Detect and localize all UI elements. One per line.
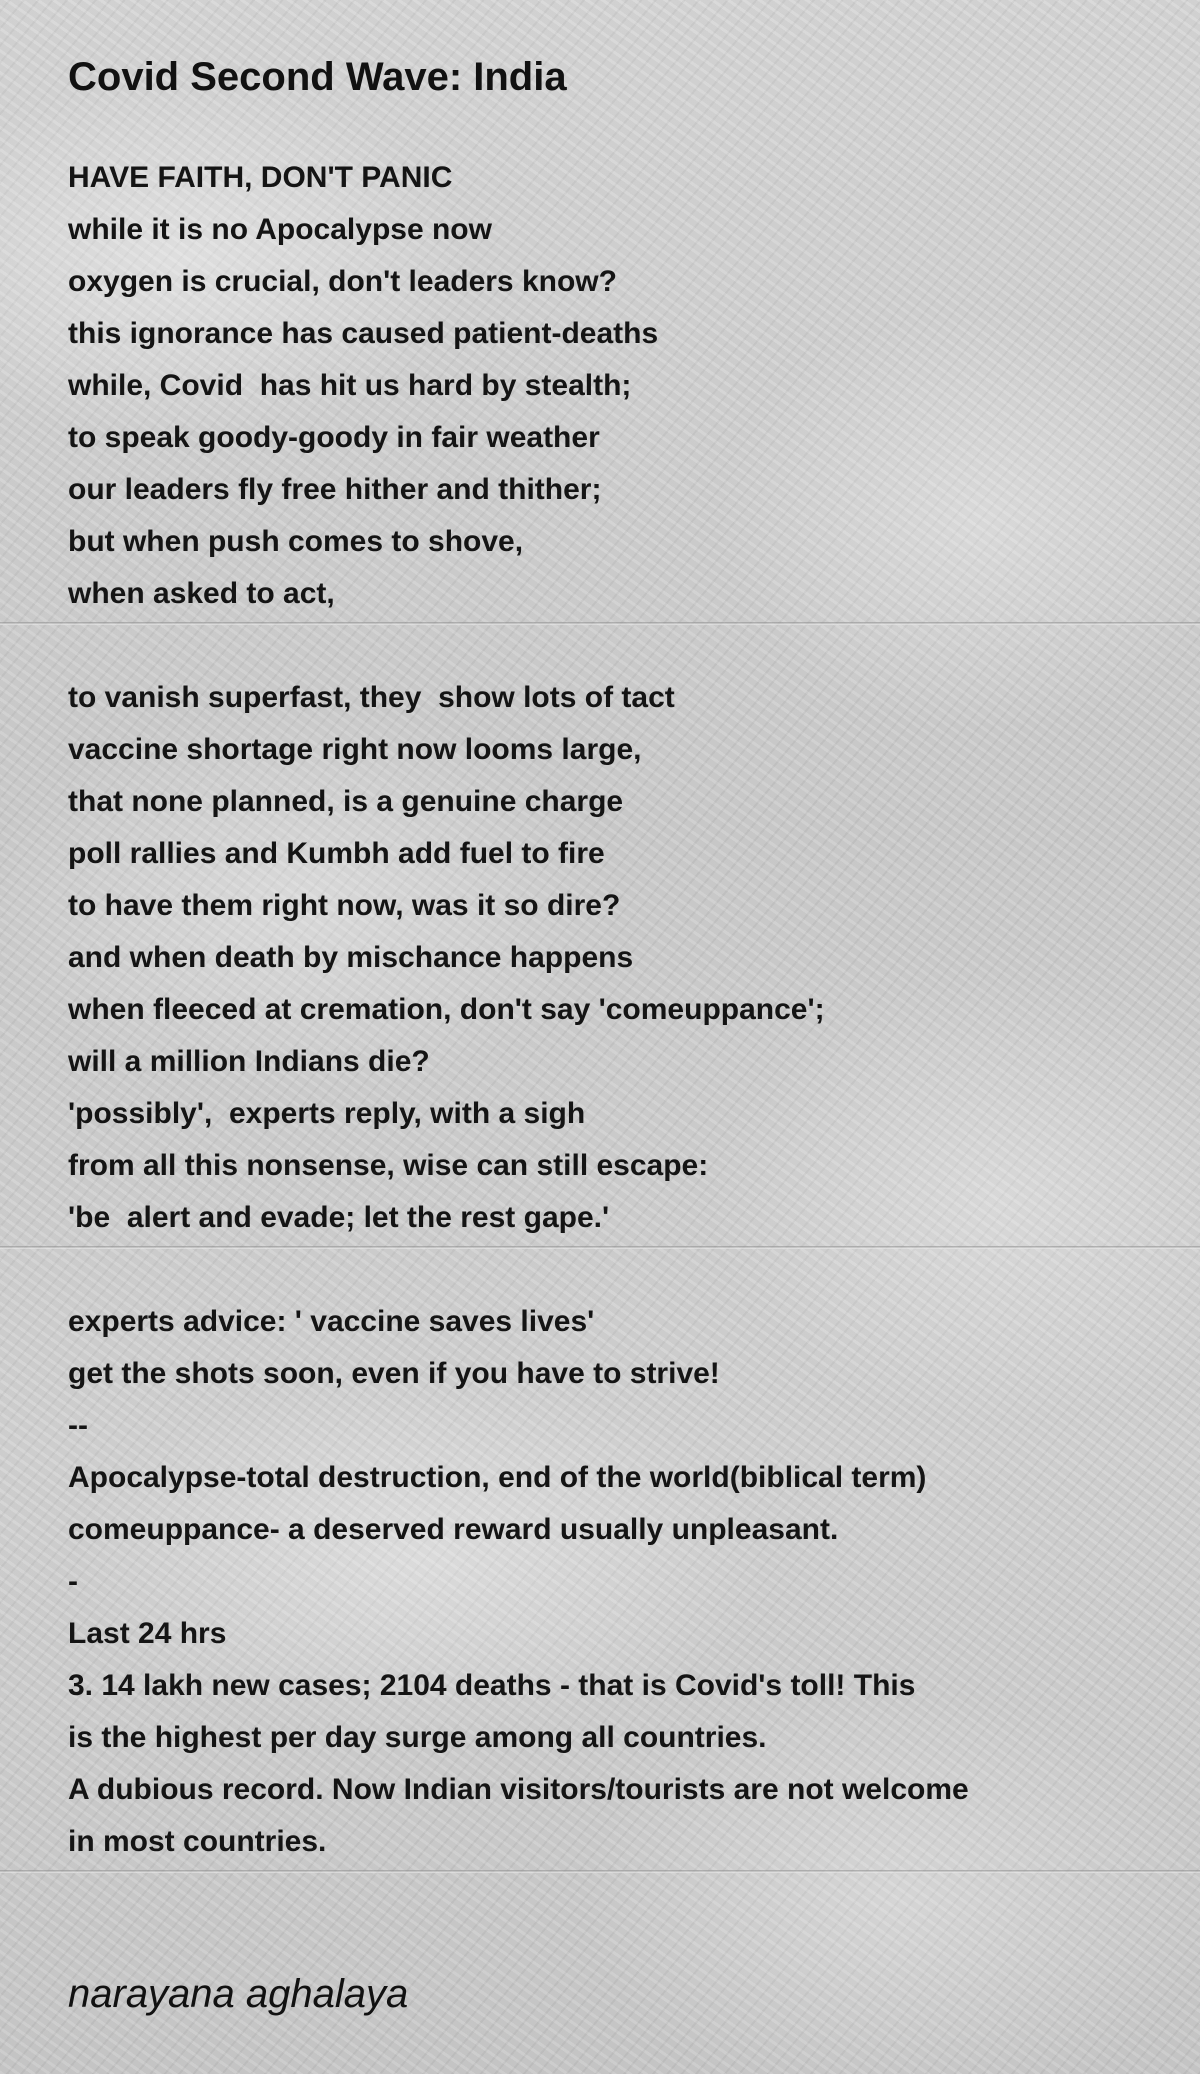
poem-line: but when push comes to shove, — [68, 525, 524, 558]
poem-line: when asked to act, — [68, 577, 335, 610]
stanza-break — [68, 1244, 969, 1296]
poem-line: from all this nonsense, wise can still escape: — [68, 1149, 709, 1182]
panel-seam — [0, 1870, 1200, 1873]
poem-line: while it is no Apocalypse now — [68, 213, 492, 246]
poem-line: A dubious record. Now Indian visitors/tourists are not welcome — [68, 1773, 969, 1806]
poem-line: to have them right now, was it so dire? — [68, 889, 621, 922]
poem-line: comeuppance- a deserved reward usually unpleasant. — [68, 1513, 839, 1546]
poem-line: our leaders fly free hither and thither; — [68, 473, 602, 506]
poem-author: narayana aghalaya — [68, 1972, 409, 2016]
poem-line: this ignorance has caused patient-deaths — [68, 317, 659, 350]
poem-line: HAVE FAITH, DON'T PANIC — [68, 161, 453, 194]
poem-line: Apocalypse-total destruction, end of the world(biblical term) — [68, 1461, 927, 1494]
poem-line: that none planned, is a genuine charge — [68, 785, 624, 818]
poem-line: get the shots soon, even if you have to strive! — [68, 1357, 720, 1390]
poem-line: 'be alert and evade; let the rest gape.' — [68, 1201, 610, 1234]
poem-line: while, Covid has hit us hard by stealth; — [68, 369, 632, 402]
poem-line: -- — [68, 1409, 88, 1442]
poem-title: Covid Second Wave: India — [68, 55, 567, 99]
poem-line: is the highest per day surge among all countries. — [68, 1721, 767, 1754]
poem-line: to vanish superfast, they show lots of tact — [68, 681, 675, 714]
poem-line: poll rallies and Kumbh add fuel to fire — [68, 837, 605, 870]
poem-line: and when death by mischance happens — [68, 941, 634, 974]
poem-line: Last 24 hrs — [68, 1617, 227, 1650]
poem-line: vaccine shortage right now looms large, — [68, 733, 642, 766]
poem-line: 'possibly', experts reply, with a sigh — [68, 1097, 586, 1130]
poem-line: oxygen is crucial, don't leaders know? — [68, 265, 617, 298]
poem-line: when fleeced at cremation, don't say 'comeuppance'; — [68, 993, 825, 1026]
poem-line: in most countries. — [68, 1825, 327, 1858]
poem-line: to speak goody-goody in fair weather — [68, 421, 600, 454]
poem-line: 3. 14 lakh new cases; 2104 deaths - that is Covid's toll! This — [68, 1669, 916, 1702]
stanza-break — [68, 620, 969, 672]
poem-line: - — [68, 1565, 78, 1598]
poem-body — [68, 152, 969, 1868]
poem-line: will a million Indians die? — [68, 1045, 430, 1078]
poem-line: experts advice: ' vaccine saves lives' — [68, 1305, 595, 1338]
